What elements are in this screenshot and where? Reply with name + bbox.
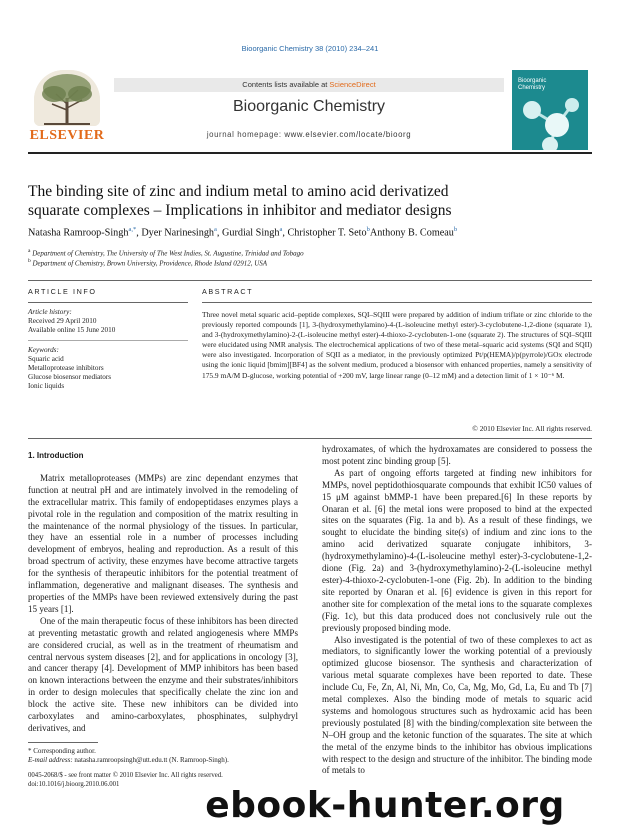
author-name[interactable]: Anthony B. Comeau (369, 227, 454, 239)
contents-bar (114, 78, 504, 92)
author-affiliation-mark[interactable]: a,* (128, 226, 137, 233)
paper-title-line-1: The binding site of zinc and indium metal to amino acid derivatized (28, 183, 449, 200)
journal-banner (114, 78, 504, 148)
journal-reference[interactable]: Bioorganic Chemistry 38 (2010) 234–241 (241, 44, 379, 53)
available-date: Available online 15 June 2010 (28, 326, 116, 334)
contents-prefix: Contents lists available at (242, 80, 330, 89)
paragraph: hydroxamates, of which the hydroxamates are considered to possess the most potent zinc binding group [5]. (322, 444, 592, 466)
article-info-rule (28, 302, 188, 303)
homepage-url-link[interactable]: www.elsevier.com/locate/bioorg (284, 130, 412, 139)
issn-line: 0045-2068/$ - see front matter © 2010 Elsevier Inc. All rights reserved. (28, 772, 223, 779)
sciencedirect-link[interactable]: ScienceDirect (329, 80, 376, 89)
paragraph: One of the main therapeutic focus of these inhibitors has been directed at preventing metastatic growth and related angiogenesis where MMPs are considered crucial, as well as in the treatment of rheumatism and central nervous system diseases [2], and for applications in oncology [3], and cancer therapy [4]. Development of MMP inhibitors has been based on known interactions between the enzyme and their substrates/inhibitors in order to design molecules that specifically chelate the zinc ion and block the active site. These new inhibitors can be divided into carboxylates and amino-carboxylates, phosphinates, sulphydryl derivatives, and (28, 615, 298, 733)
journal-cover-image[interactable] (512, 70, 588, 150)
elsevier-logo[interactable] (28, 70, 106, 142)
cover-title-line-2: Chemistry (518, 85, 546, 91)
history-label: Article history: (28, 308, 72, 316)
abstract-copyright: © 2010 Elsevier Inc. All rights reserved. (472, 424, 592, 433)
article-history (28, 308, 178, 335)
affiliation (28, 258, 267, 267)
affiliation-mark: a (28, 248, 31, 254)
author-affiliation-mark[interactable]: a (214, 226, 217, 233)
corresponding-label: Corresponding author. (33, 747, 96, 755)
author-list: Natasha Ramroop-Singh$^{a,*}$, Dyer Narinesingh$^a$, Gurdial Singh$^a$, Christopher T. Seto$^b$Anthony B. Comeau$^b$ (28, 226, 458, 239)
author-affiliation-mark[interactable]: b (453, 226, 458, 233)
cover-title-line-1: Bioorganic (518, 78, 547, 84)
author-name[interactable]: Dyer Narinesingh (141, 227, 215, 239)
keyword: Glucose biosensor mediators (28, 373, 112, 381)
email-suffix: (N. Ramroop-Singh). (167, 756, 229, 764)
author-name[interactable]: Natasha Ramroop-Singh (28, 227, 129, 239)
elsevier-wordmark: ELSEVIER (29, 128, 105, 143)
affiliation-text: Department of Chemistry, Brown University, Providence, Rhode Island 02912, USA (32, 259, 268, 268)
author-name[interactable]: Gurdial Singh (222, 227, 280, 239)
affiliation-rule (28, 280, 592, 281)
author-affiliation-mark[interactable]: b (366, 226, 370, 233)
header-rule (28, 152, 592, 154)
abstract-heading: ABSTRACT (202, 287, 254, 296)
watermark-text: ebook-hunter.org (205, 785, 565, 826)
journal-homepage (114, 130, 504, 139)
author-name[interactable]: Christopher T. Seto (287, 227, 367, 239)
paragraph: Matrix metalloproteases (MMPs) are zinc dependant enzymes that function at neutral pH and are intimately involved in the remodeling of the extracellular matrix. This family of endopeptidases enzymes plays a pivotal role in the regulation and composition of the matrix resulting in the maintenance of the normal physiology of the tissues. In particular, they have an essential role in a number of processes including development of embryos, healing and reproduction. As a result of this broad spectrum of activity, these enzymes have become attractive targets for the synthesis of therapeutic inhibitors for the potential treatment of inflammation, degenerative and malignant diseases. The synthesis and properties of the MMPs have been reviewed extensively during the past 15 years [1]. (28, 472, 298, 614)
footnote-mark: * (28, 747, 32, 755)
history-rule (28, 340, 188, 341)
paper-title-line-2: squarate complexes – Implications in inhibitor and mediator designs (28, 202, 452, 219)
homepage-prefix: journal homepage: (206, 130, 285, 139)
corresponding-author-footnote (28, 742, 298, 765)
received-date: Received 29 April 2010 (28, 317, 97, 325)
abstract-rule (202, 302, 592, 303)
section-heading: 1. Introduction (28, 451, 84, 460)
body-column-right (322, 444, 592, 777)
keyword: Metalloprotease inhibitors (28, 364, 104, 372)
molecule-icon (512, 90, 588, 150)
footnote-rule (28, 742, 98, 743)
affiliation-text: Department of Chemistry, The University of The West Indies, St. Augustine, Trinidad and Tobago (32, 249, 304, 258)
paper-title (28, 182, 592, 220)
abstract-text: Three novel metal squaric acid–peptide complexes, SQI–SQIII were prepared by addition of indium triflate or zinc chloride to the previously reported compounds [1], 3-(hydroxymethylamino)-4-(L-isoleucine methyl ester)-3-cyclobutene-1,2-dione (squarate 1), and 3-(hydroxymethylamino)-2-(L-isoleucine methyl ester)-4-thioxo-2-cyclobuten-1-one (squarate 2). The structures of SQI–SQIII were elucidated using NMR analysis. The electrochemical applications of two of these metal–squaric acid systems (SQI and SQII) were also investigated. Incorporation of SQII as a mediator, in the previously optimized Pt/p(HEMA)/p(pyrrole)/GOx electrode using the ionic liquid [bmim][BF4] as the solvent medium, produced a biosensor with enhanced properties, namely a sensitivity of 175.9 mA/M D-glucose, working potential of +200 mV, large linear range (0–12 mM) and a detection limit of 1 × 10⁻⁶ M. (202, 310, 592, 380)
body-column-left (28, 450, 298, 735)
keywords-label: Keywords: (28, 346, 59, 354)
abstract-bottom-rule (28, 438, 592, 439)
keyword: Ionic liquids (28, 382, 65, 390)
masthead (28, 58, 592, 150)
author-affiliation-mark[interactable]: a (279, 226, 283, 233)
doi-link[interactable]: doi:10.1016/j.bioorg.2010.06.001 (28, 780, 120, 788)
affiliation (28, 248, 304, 257)
journal-title: Bioorganic Chemistry (232, 98, 386, 115)
tree-icon (34, 70, 100, 126)
affiliation-mark: b (28, 258, 31, 264)
article-info-heading: ARTICLE INFO (28, 287, 97, 296)
author-email-link[interactable]: natasha.ramroopsingh@utt.edu.tt (74, 756, 168, 764)
keywords-block (28, 346, 178, 391)
paragraph: As part of ongoing efforts targeted at finding new inhibitors for MMPs, novel peptidothiosquarate compounds that exhibit IC50 values of 15 μM against bMMP-1 have been prepared.[6] In these reports by Onaran et al. [6] the metal ions were proposed to bind at the expected sites on the squarates (Fig. 1a and b). As a result of these findings, we sought to elucidate the binding site(s) of indium and zinc ions to the amino acid derivatized squarate conjugate inhibitors, 3-(hydroxymethylamino)-4-(L-isoleucine methyl ester)-3-cyclobutene-1,2-dione (Fig. 2a) and 3-(hydroxymethylamino)-2-(L-isoleucine methyl ester)-4-thioxo-2-cyclobuten-1-one (Fig. 2b). In addition to the binding site reported by Onaran et al. [6] evidence is given in this report for another site for complexation of the metal ions to the squarate complexes (Fig. 1c), but this data produced does not conclusively rule out the previously proposed binding mode. (322, 467, 592, 633)
keyword: Squaric acid (28, 355, 64, 363)
email-label: E-mail address: (28, 756, 75, 764)
paragraph: Also investigated is the potential of two of these complexes to act as mediators, to significantly lower the working potential of a previously optimized glucose biosensor. The synthesis and characterization of various metal squarate complexes have been reported to date. These include Cu, Fe, Zn, Al, Ni, Mn, Co, Ca, Mg, Mo, Gd, La, Eu and Tb [7] metal complexes. Also the binding mode of metals to squaric acid systems and homologous structures such as hydroxamic acid has been previously postulated [8] with the binding/complexation site between the N–OH group and the ketonic function of the squarates. The site at which the metal of the enzyme binds to the inhibitor has obvious implications with respect to the design and structure of the inhibitor. The binding mode of metals to (322, 634, 592, 776)
